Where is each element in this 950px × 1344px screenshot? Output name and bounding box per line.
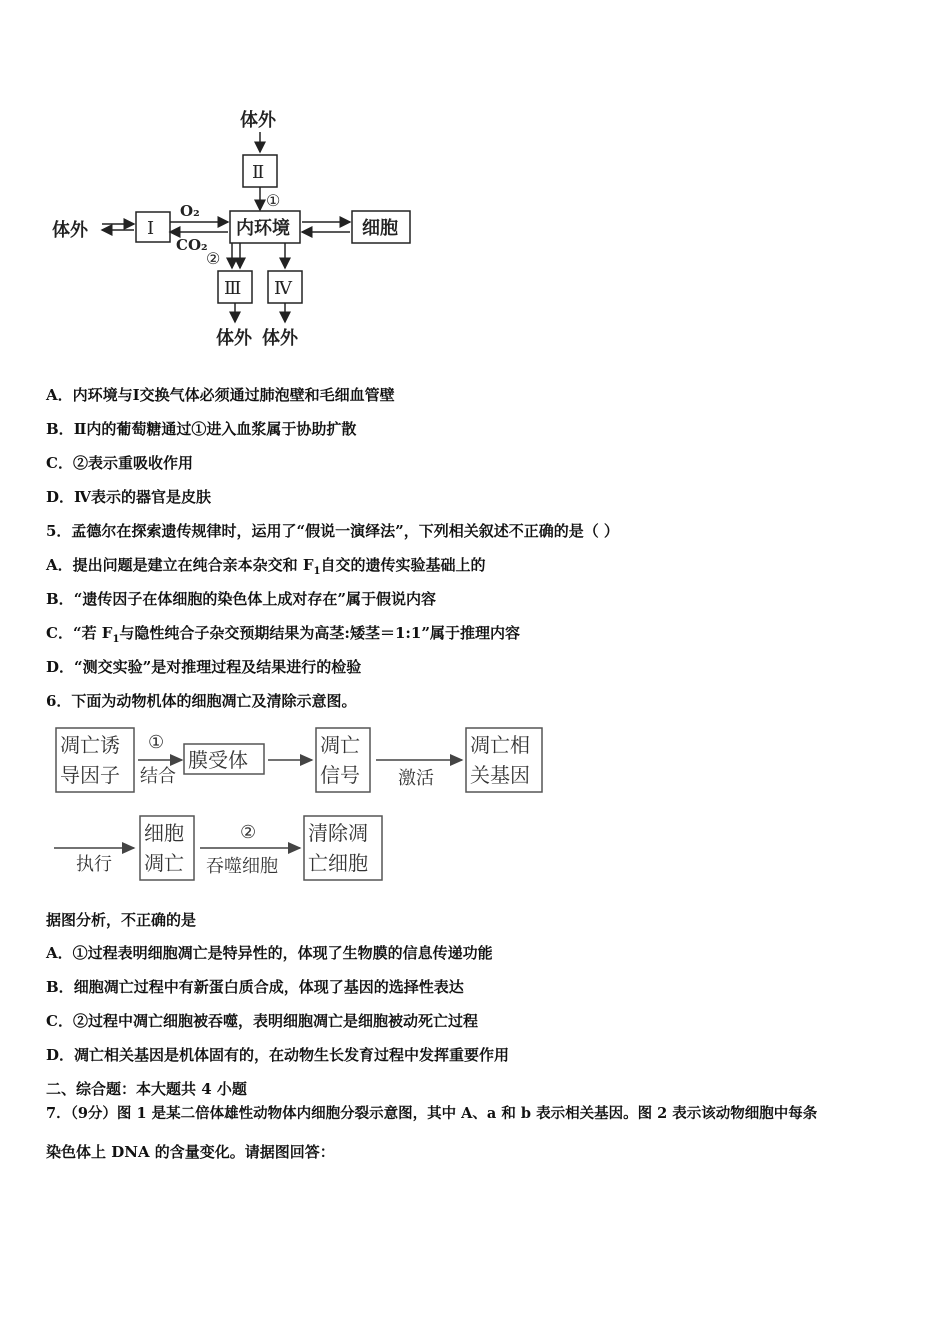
inner-environment-label: 内环境 [236, 218, 290, 239]
box-I-label: Ⅰ [147, 218, 155, 239]
arrow1-bottom: 结合 [140, 766, 176, 787]
arrow4-label: 执行 [76, 854, 112, 875]
box6-line2: 亡细胞 [308, 851, 368, 875]
q5-option-c: C．“若 $F_1$与隐性纯合子杂交预期结果为高茎:矮茎＝1:1”属于推理内容 [46, 624, 521, 645]
cell-label: 细胞 [362, 218, 398, 239]
box5-line1: 细胞 [144, 821, 184, 845]
box-IV-label: Ⅳ [274, 278, 292, 299]
arrow5-top: ② [240, 822, 257, 843]
arrow1-top: ① [148, 732, 165, 753]
co2-label: CO₂ [176, 236, 208, 254]
q5-option-b: B．“遗传因子在体细胞的染色体上成对存在”属于假说内容 [46, 590, 436, 608]
q4-option-b: B．Ⅱ内的葡萄糖通过①进入血浆属于协助扩散 [46, 420, 357, 438]
q6-option-b: B．细胞凋亡过程中有新蛋白质合成，体现了基因的选择性表达 [46, 978, 464, 996]
box1-line2: 导因子 [60, 763, 120, 787]
arrow5-bottom: 吞噬细胞 [206, 856, 278, 877]
box3-line1: 凋亡 [320, 733, 360, 757]
q6-prompt: 据图分析，不正确的是 [46, 911, 197, 929]
apoptosis-diagram [46, 722, 546, 892]
step-1-label: ① [266, 191, 281, 210]
q7-line-1: 7．（9分）图 1 是某二倍体雄性动物体内细胞分裂示意图，其中 A、a 和 b 表示相关基因。图 2 表示该动物细胞中每条 [46, 1105, 818, 1122]
box5-line2: 凋亡 [144, 851, 184, 875]
q6-option-a: A．①过程表明细胞凋亡是特异性的，体现了生物膜的信息传递功能 [46, 944, 493, 962]
o2-label: O₂ [180, 202, 200, 220]
q6-option-c: C．②过程中凋亡细胞被吞噬，表明细胞凋亡是细胞被动死亡过程 [46, 1012, 478, 1030]
box4-line1: 凋亡相 [470, 733, 530, 757]
q4-option-c: C．②表示重吸收作用 [46, 454, 193, 472]
box3-line2: 信号 [320, 763, 360, 787]
q6-option-d: D．凋亡相关基因是机体固有的，在动物生长发育过程中发挥重要作用 [46, 1046, 510, 1064]
box-III-label: Ⅲ [224, 278, 242, 299]
box2-label: 膜受体 [188, 748, 248, 772]
box1-line1: 凋亡诱 [60, 733, 120, 757]
q4-option-d: D．Ⅳ表示的器官是皮肤 [46, 488, 212, 506]
box4-line2: 关基因 [470, 763, 530, 787]
q6-stem: 6．下面为动物机体的细胞凋亡及清除示意图。 [46, 692, 357, 710]
arrow3-label: 激活 [398, 768, 434, 789]
q5-option-d: D．“测交实验”是对推理过程及结果进行的检验 [46, 658, 362, 676]
step-2-label: ② [206, 249, 221, 268]
label-outside-bottom-2: 体外 [262, 328, 298, 349]
q5-stem: 5．孟德尔在探索遗传规律时，运用了“假说一演绎法”，下列相关叙述不正确的是（ ） [46, 522, 619, 540]
box-II-label: Ⅱ [252, 162, 265, 183]
box6-line1: 清除凋 [308, 821, 368, 845]
label-outside-top: 体外 [240, 110, 276, 131]
internal-environment-diagram [40, 100, 440, 360]
label-outside-left: 体外 [52, 220, 88, 241]
q4-option-a: A．内环境与Ⅰ交换气体必须通过肺泡壁和毛细血管壁 [46, 386, 395, 404]
label-outside-bottom-1: 体外 [216, 328, 252, 349]
section-2-heading: 二、综合题：本大题共 4 小题 [46, 1080, 247, 1098]
q7-line-2: 染色体上 DNA 的含量变化。请据图回答： [46, 1143, 335, 1161]
q5-option-a: A．提出问题是建立在纯合亲本杂交和 $F_1$自交的遗传实验基础上的 [46, 556, 486, 577]
